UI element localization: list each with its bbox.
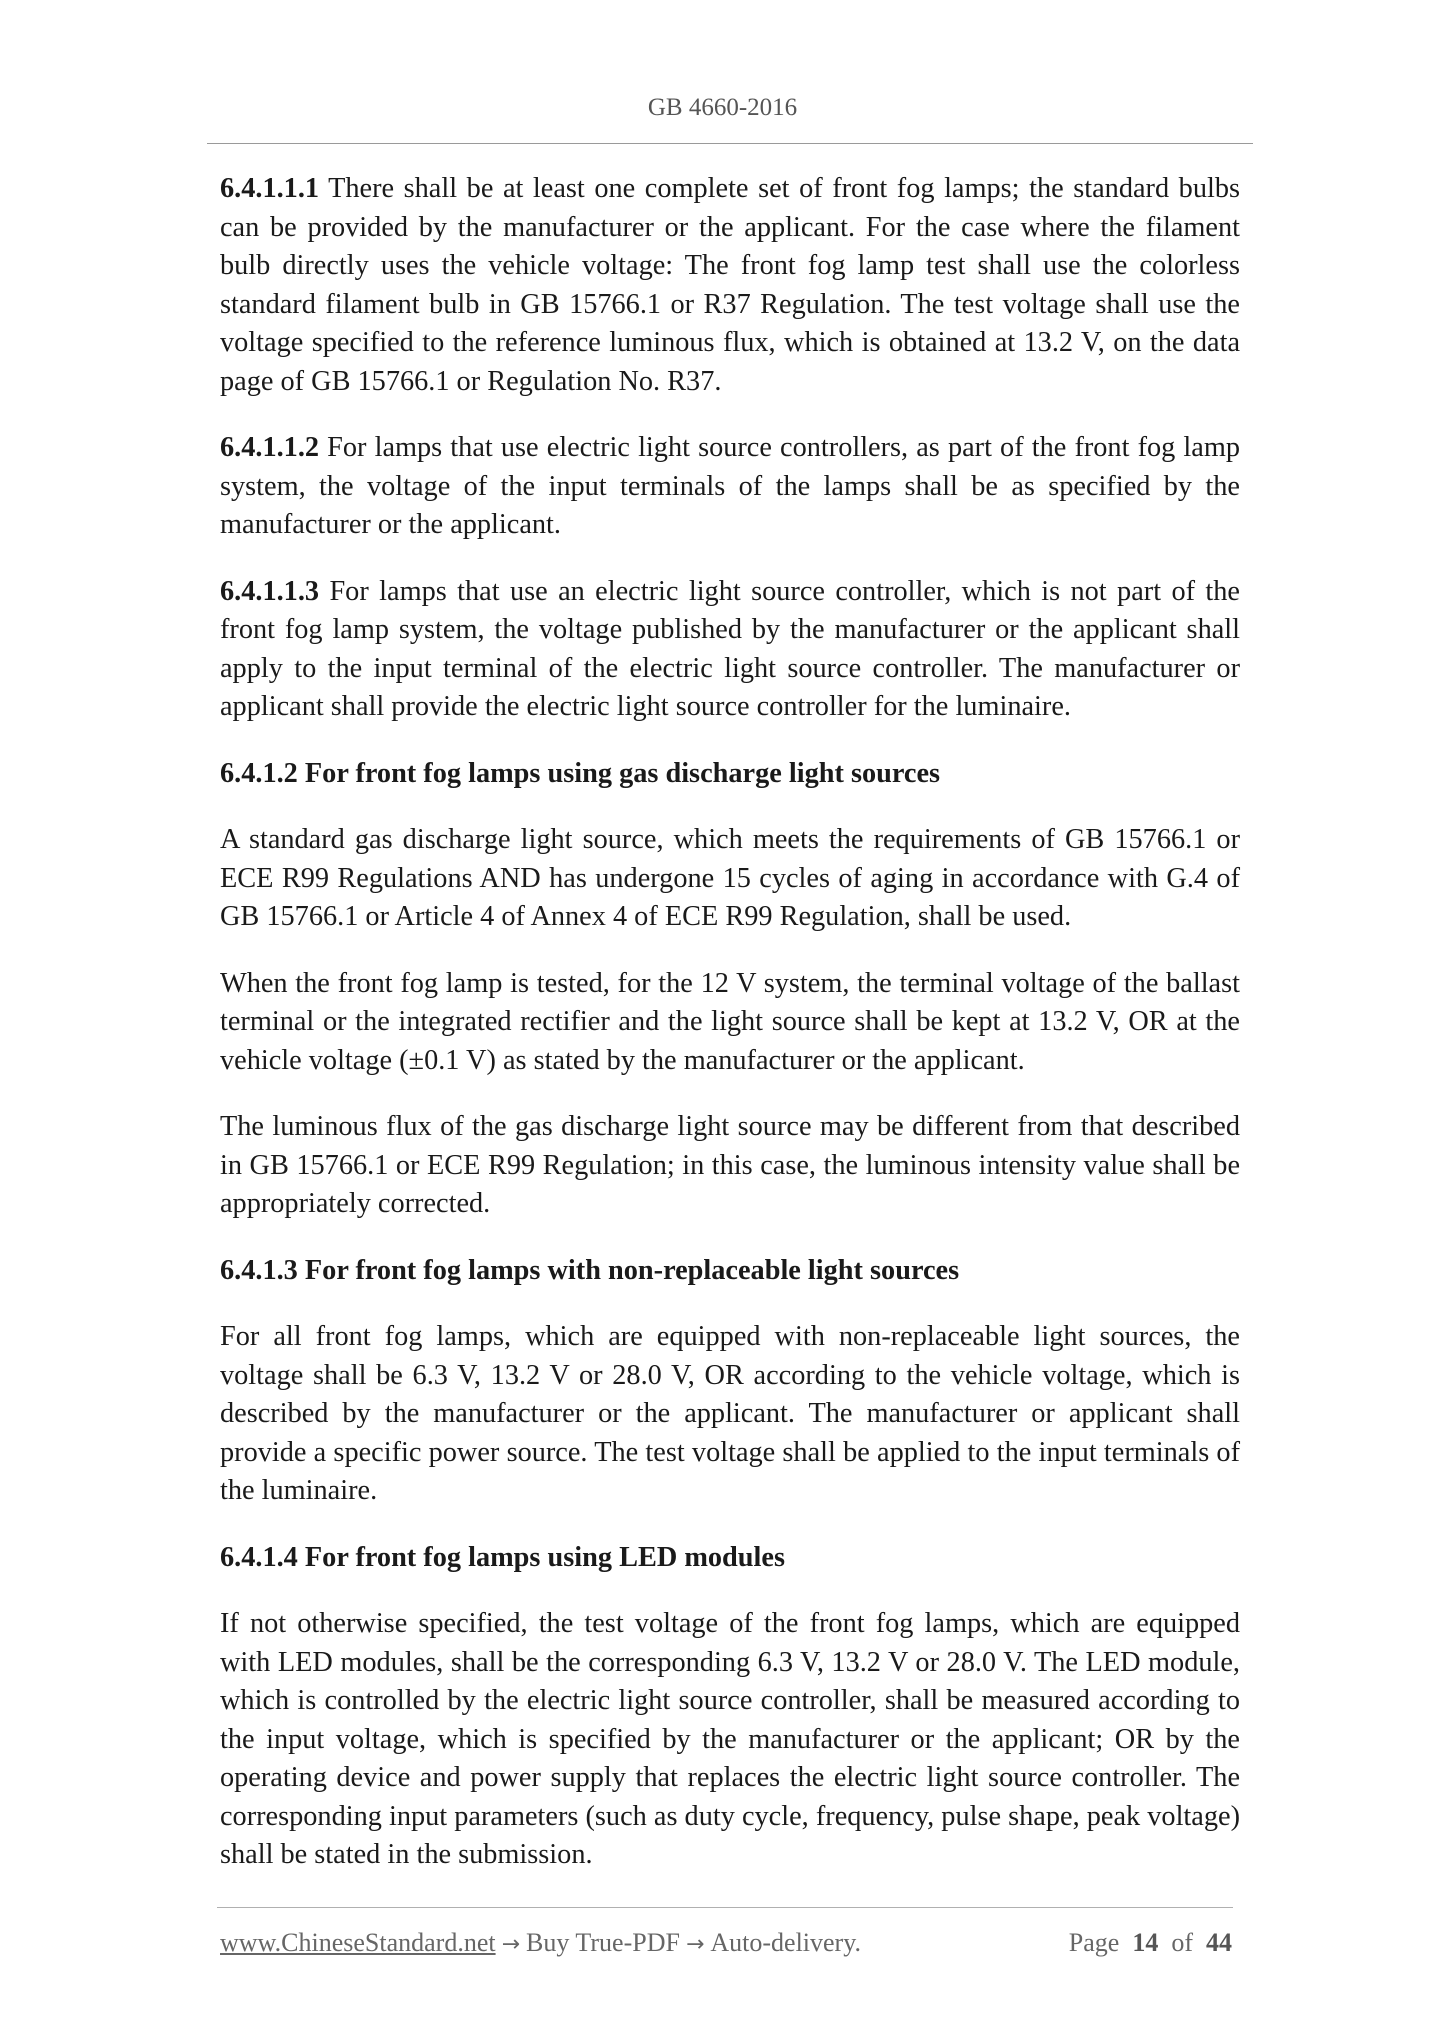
clause-number: 6.4.1.1.3 <box>220 575 320 607</box>
heading-6-4-1-3: 6.4.1.3 For front fog lamps with non-replaceable light sources <box>220 1254 960 1286</box>
footer-left <box>220 1928 861 1958</box>
heading-6-4-1-4: 6.4.1.4 For front fog lamps using LED modules <box>220 1541 785 1573</box>
clause-number: 6.4.1.1.1 <box>220 173 320 204</box>
arrow-right-icon: → <box>685 1932 705 1957</box>
page-of: of <box>1171 1928 1193 1957</box>
paragraph-led-modules: If not otherwise specified, the test voltage of the front fog lamps, which are equipped with LED modules, shall be the corresponding 6.3 V, 13.2 V or 28.0 V. The LED module, which is controlled by the electric light source controller, shall be measured according to the input voltage, which is specified by the manufacturer or the applicant; OR by the operating device and power supply that replaces the electric light source controller. The corresponding input parameters (such as duty cycle, frequency, pulse shape, peak voltage) shall be stated in the submission. <box>220 1608 1240 1870</box>
arrow-right-icon: → <box>501 1932 521 1957</box>
page-header-title: GB 4660-2016 <box>647 94 798 121</box>
paragraph-gas-discharge-flux: The luminous flux of the gas discharge light source may be different from that described in GB 15766.1 or ECE R99 Regulation; in this case, the luminous intensity value shall be appropriately corrected. <box>220 1111 1240 1219</box>
page-total: 44 <box>1206 1928 1232 1957</box>
auto-delivery-text: Auto-delivery. <box>710 1928 862 1957</box>
footer-divider <box>217 1907 1233 1908</box>
paragraph-gas-discharge-voltage: When the front fog lamp is tested, for the 12 V system, the terminal voltage of the ballast terminal or the integrated rectifier and the light source shall be kept at 13.2 V, OR at the vehicle voltage (±0.1 V) as stated by the manufacturer or the applicant. <box>220 967 1240 1076</box>
page-label: Page <box>1068 1928 1120 1957</box>
buy-true-pdf-text: Buy True-PDF <box>526 1928 680 1957</box>
heading-6-4-1-2: 6.4.1.2 For front fog lamps using gas discharge light sources <box>220 757 941 789</box>
header-divider <box>207 143 1253 144</box>
clause-text: There shall be at least one complete set of front fog lamps; the standard bulbs can be provided by the manufacturer or the applicant. For the case where the filament bulb directly uses the vehicle voltage: The front fog lamp test shall use the colorless standard filament bulb in GB 15766.1 or R37 Regulation. The test voltage shall use the voltage specified to the reference luminous flux, which is obtained at 13.2 V, on the data page of GB 15766.1 or Regulation No. R37. <box>220 173 1240 397</box>
clause-number: 6.4.1.1.2 <box>220 432 320 463</box>
clause-6-4-1-1-2 <box>220 429 1240 545</box>
clause-text: For lamps that use an electric light source controller, which is not part of the front fog lamp system, the voltage published by the manufacturer or the applicant shall apply to the input terminal of the electric light source controller. The manufacturer or applicant shall provide the electric light source controller for the luminaire. <box>220 575 1240 722</box>
clause-text: For lamps that use electric light source controllers, as part of the front fog lamp system, the voltage of the input terminals of the lamps shall be as specified by the manufacturer or the applicant. <box>220 432 1240 540</box>
website-link[interactable]: www.ChineseStandard.net <box>220 1928 496 1957</box>
page-footer <box>220 1928 1232 1958</box>
paragraph-non-replaceable: For all front fog lamps, which are equipped with non-replaceable light sources, the voltage shall be 6.3 V, 13.2 V or 28.0 V, OR according to the vehicle voltage, which is described by the manufacturer or the applicant. The manufacturer or applicant shall provide a specific power source. The test voltage shall be applied to the input terminals of the luminaire. <box>220 1321 1240 1506</box>
page-current: 14 <box>1132 1928 1159 1957</box>
page-indicator <box>1069 1928 1232 1958</box>
document-body <box>220 170 1240 1903</box>
clause-6-4-1-1-1 <box>220 170 1240 401</box>
paragraph-gas-discharge-standard: A standard gas discharge light source, which meets the requirements of GB 15766.1 or ECE R99 Regulations AND has undergone 15 cycles of aging in accordance with G.4 of GB 15766.1 or Article 4 of Annex 4 of ECE R99 Regulation, shall be used. <box>220 824 1240 932</box>
clause-6-4-1-1-3 <box>220 573 1240 727</box>
